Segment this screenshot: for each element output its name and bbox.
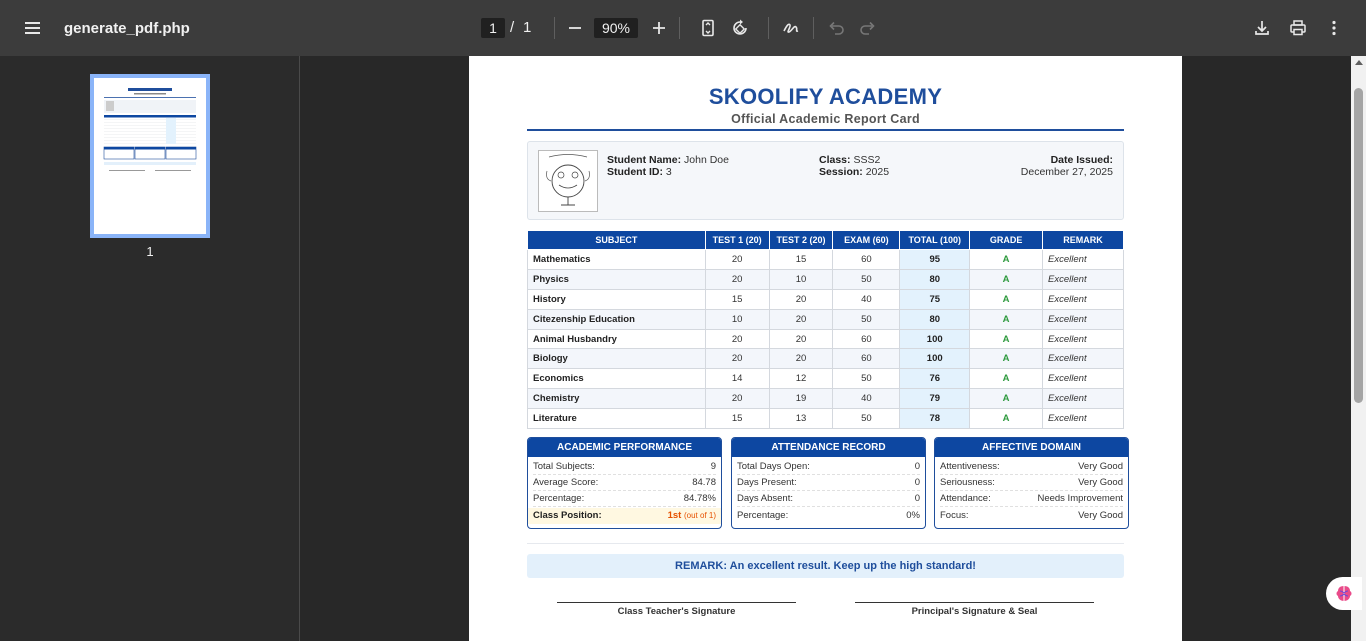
class-value: SSS2 [853,154,881,166]
remark-cell: Excellent [1043,349,1124,369]
exam-cell: 40 [833,289,900,309]
subject-cell: Physics [528,269,706,289]
rotate-icon [730,18,750,38]
teacher-signature-line [557,602,796,603]
page-total: 1 [523,19,532,36]
total-cell: 76 [900,369,970,389]
seriousness-row: Seriousness: Very Good [940,475,1123,491]
grade-cell: A [970,329,1043,349]
remark-cell: Excellent [1043,269,1124,289]
table-row [528,389,1124,409]
column-header: TEST 1 (20) [705,231,769,250]
test2-cell: 10 [769,269,833,289]
column-header: SUBJECT [528,231,706,250]
average-score-row: Average Score: 84.78 [533,475,716,491]
page-separator: / [510,19,515,36]
exam-cell: 50 [833,369,900,389]
panel-title: ACADEMIC PERFORMANCE [528,438,721,457]
subject-cell: Literature [528,409,706,429]
document-title: generate_pdf.php [64,20,190,37]
remark-cell: Excellent [1043,369,1124,389]
fit-page-icon [698,18,718,38]
draw-icon [781,18,801,38]
thumbnail-page-number: 1 [146,244,154,259]
exam-cell: 60 [833,250,900,270]
toolbar-divider [554,17,555,39]
test2-cell: 20 [769,329,833,349]
pdf-viewer [301,56,1351,641]
print-icon [1288,18,1308,38]
affective-domain-panel [934,437,1129,529]
days-absent-row: Days Absent: 0 [737,491,920,507]
subject-cell: Biology [528,349,706,369]
exam-cell: 60 [833,349,900,369]
date-issued: December 27, 2025 [1020,166,1113,178]
thumbnail-sidebar [0,56,300,641]
column-header: REMARK [1043,231,1124,250]
session-row: Session: 2025 [819,166,890,178]
undo-button[interactable] [822,14,850,42]
subject-cell: Animal Husbandry [528,329,706,349]
remark-cell: Excellent [1043,389,1124,409]
class-row: Class: SSS2 [819,154,881,166]
student-name-row: Student Name: John Doe [607,154,729,166]
date-issued-label: Date Issued: [1050,154,1113,166]
plus-icon [649,18,669,38]
draw-button[interactable] [777,14,805,42]
student-id-row: Student ID: 3 [607,166,672,178]
thumbnail-miniature [94,78,206,234]
page-thumbnail[interactable] [90,74,210,238]
percentage-row: Percentage: 84.78% [533,491,716,507]
header-rule [527,129,1124,131]
subject-cell: History [528,289,706,309]
session-value: 2025 [865,166,890,178]
class-position-row: Class Position: 1st (out of 1) [528,508,721,524]
subject-cell: Citezenship Education [528,309,706,329]
column-header: EXAM (60) [833,231,900,250]
report-subtitle: Official Academic Report Card [731,112,920,126]
principal-signature-label: Principal's Signature & Seal [911,606,1038,617]
grade-cell: A [970,250,1043,270]
subject-cell: Economics [528,369,706,389]
remark-cell: Excellent [1043,409,1124,429]
zoom-out-button[interactable] [561,14,589,42]
zoom-level-input[interactable]: 90% [594,18,638,38]
exam-cell: 50 [833,269,900,289]
test1-cell: 20 [705,250,769,270]
student-name: John Doe [684,154,729,166]
table-row [528,289,1124,309]
table-row [528,349,1124,369]
test2-cell: 20 [769,349,833,369]
grade-cell: A [970,309,1043,329]
test1-cell: 15 [705,289,769,309]
exam-cell: 40 [833,389,900,409]
panel-title: AFFECTIVE DOMAIN [935,438,1128,457]
more-vert-icon [1324,18,1344,38]
test1-cell: 10 [705,309,769,329]
attendance-record-panel [731,437,926,529]
total-cell: 78 [900,409,970,429]
column-header: TEST 2 (20) [769,231,833,250]
assistant-button[interactable] [1326,577,1362,610]
table-row [528,309,1124,329]
remark-cell: Excellent [1043,329,1124,349]
grade-cell: A [970,269,1043,289]
panel-title: ATTENDANCE RECORD [732,438,925,457]
total-cell: 80 [900,309,970,329]
exam-cell: 50 [833,309,900,329]
overall-remark: REMARK: An excellent result. Keep up the high standard! [527,554,1124,578]
total-cell: 75 [900,289,970,309]
academic-performance-panel [527,437,722,529]
grades-table [527,230,1124,429]
exam-cell: 60 [833,329,900,349]
undo-icon [826,18,846,38]
redo-button[interactable] [854,14,882,42]
toolbar-divider [768,17,769,39]
pdf-page [469,56,1182,641]
total-cell: 100 [900,349,970,369]
zoom-in-button[interactable] [645,14,673,42]
menu-icon[interactable] [20,16,44,40]
brain-icon [1333,583,1355,605]
test1-cell: 15 [705,409,769,429]
column-header: TOTAL (100) [900,231,970,250]
scroll-up-arrow-icon[interactable] [1355,60,1363,65]
school-name: SKOOLIFY ACADEMY [708,84,943,109]
section-divider [527,543,1124,544]
total-cell: 95 [900,250,970,270]
grade-cell: A [970,369,1043,389]
toolbar-divider [813,17,814,39]
rotate-button[interactable] [726,14,754,42]
table-row [528,269,1124,289]
days-present-row: Days Present: 0 [737,475,920,491]
pdf-toolbar [0,0,1366,56]
redo-icon [858,18,878,38]
table-row [528,369,1124,389]
total-cell: 79 [900,389,970,409]
student-id: 3 [665,166,672,178]
subject-cell: Chemistry [528,389,706,409]
page-number-input[interactable]: 1 [481,18,505,38]
page-thumbnail-preview [94,78,206,234]
attentiveness-row: Attentiveness: Very Good [940,459,1123,475]
table-row [528,409,1124,429]
exam-cell: 50 [833,409,900,429]
total-cell: 80 [900,269,970,289]
grade-cell: A [970,289,1043,309]
test2-cell: 13 [769,409,833,429]
days-open-row: Total Days Open: 0 [737,459,920,475]
test1-cell: 20 [705,269,769,289]
school-logo [538,150,598,212]
test2-cell: 20 [769,289,833,309]
table-header-row [528,231,1124,250]
test1-cell: 20 [705,349,769,369]
test1-cell: 20 [705,389,769,409]
test1-cell: 20 [705,329,769,349]
download-button[interactable] [1248,14,1276,42]
attendance-percentage-row: Percentage: 0% [737,510,920,521]
vertical-scrollbar[interactable] [1351,56,1366,641]
table-row [528,329,1124,349]
column-header: GRADE [970,231,1043,250]
test1-cell: 14 [705,369,769,389]
student-info-box [527,141,1124,220]
test2-cell: 15 [769,250,833,270]
grade-cell: A [970,389,1043,409]
total-subjects-row: Total Subjects: 9 [533,459,716,475]
scrollbar-thumb[interactable] [1354,88,1363,403]
table-row [528,250,1124,270]
minus-icon [565,18,585,38]
fit-page-button[interactable] [694,14,722,42]
remark-cell: Excellent [1043,250,1124,270]
remark-cell: Excellent [1043,309,1124,329]
test2-cell: 20 [769,309,833,329]
more-options-button[interactable] [1320,14,1348,42]
principal-signature-line [855,602,1094,603]
focus-row: Focus: Very Good [940,510,1123,521]
total-cell: 100 [900,329,970,349]
download-icon [1252,18,1272,38]
remark-cell: Excellent [1043,289,1124,309]
test2-cell: 12 [769,369,833,389]
subject-cell: Mathematics [528,250,706,270]
test2-cell: 19 [769,389,833,409]
grade-cell: A [970,409,1043,429]
attendance-trait-row: Attendance: Needs Improvement [940,491,1123,507]
grade-cell: A [970,349,1043,369]
print-button[interactable] [1284,14,1312,42]
toolbar-divider [679,17,680,39]
teacher-signature-label: Class Teacher's Signature [617,606,736,617]
